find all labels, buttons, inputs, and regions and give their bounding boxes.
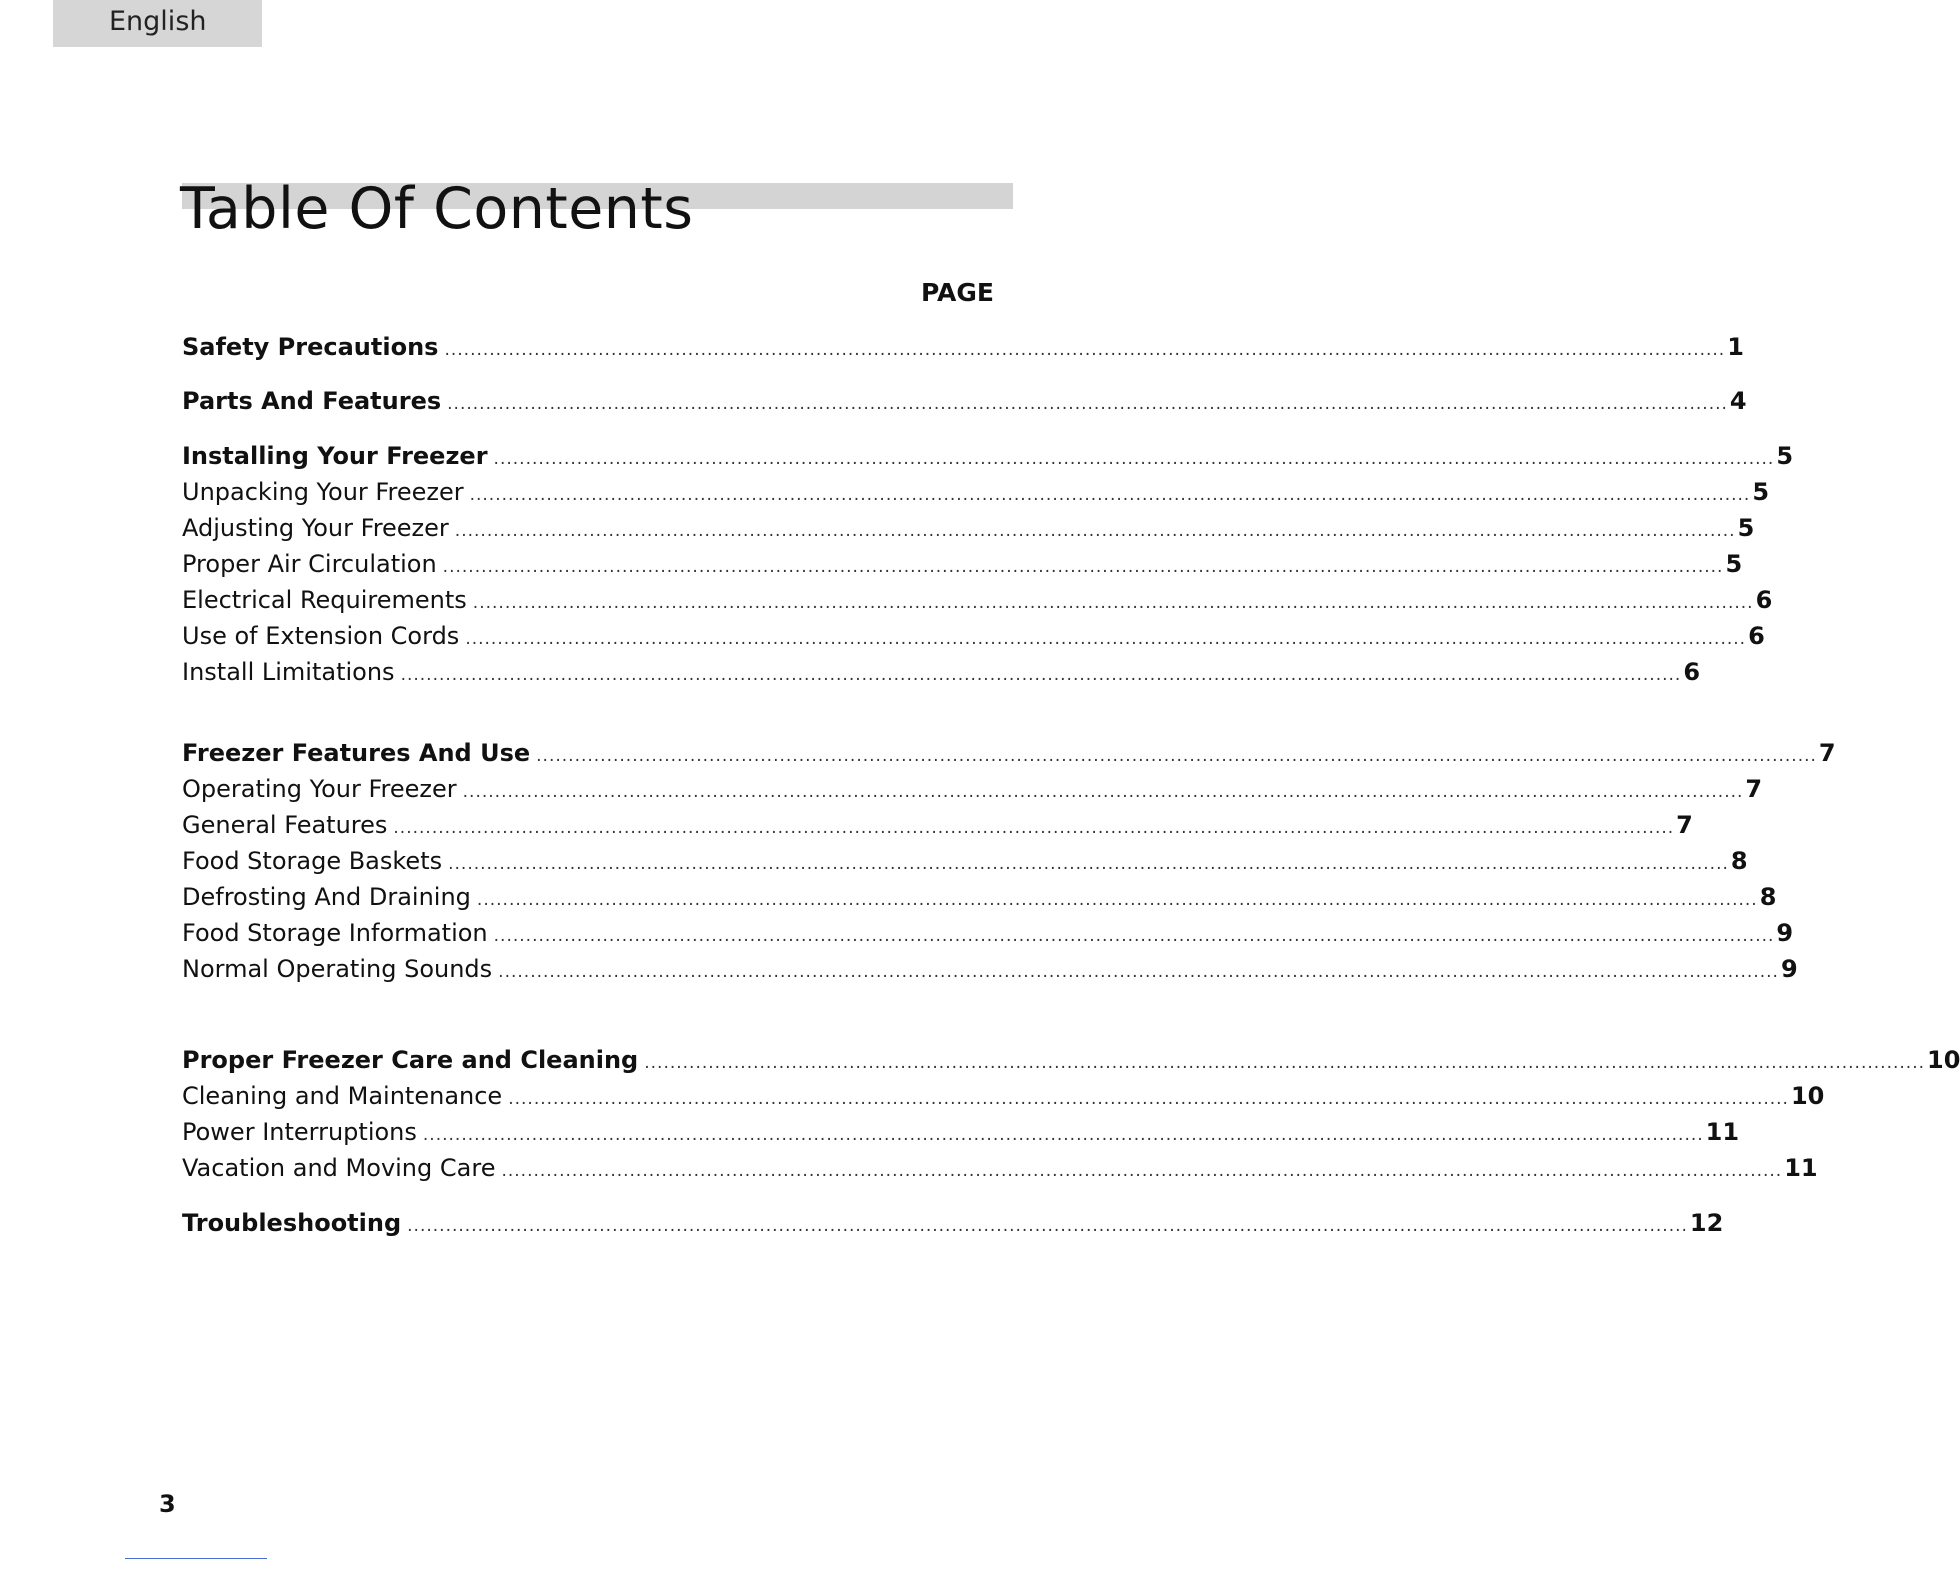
dot-leader: ........................................................................................................................................................................................................ — [442, 557, 1724, 577]
footer-rule — [125, 1558, 267, 1559]
toc-entry[interactable] — [182, 1118, 1740, 1150]
toc-entry-page: 9 — [1776, 919, 1794, 947]
toc-entry[interactable] — [182, 847, 1748, 879]
dot-leader: ........................................................................................................................................................................................................ — [465, 629, 1747, 649]
toc-entry-page: 7 — [1745, 775, 1763, 803]
toc-entry-page: 10 — [1927, 1046, 1960, 1074]
toc-entry-label: General Features — [182, 811, 388, 839]
dot-leader: ........................................................................................................................................................................................................ — [493, 449, 1775, 469]
toc-entry-label: Cleaning and Maintenance — [182, 1082, 503, 1110]
toc-entry[interactable] — [182, 883, 1777, 915]
dot-leader: ........................................................................................................................................................................................................ — [472, 593, 1754, 613]
dot-leader: ........................................................................................................................................................................................................ — [498, 962, 1779, 982]
page-title: Table Of Contents — [180, 176, 694, 242]
toc-entry-page: 8 — [1759, 883, 1777, 911]
dot-leader: ........................................................................................................................................................................................................ — [469, 485, 1751, 505]
toc-entry-page: 4 — [1729, 387, 1747, 415]
page-number: 3 — [159, 1490, 176, 1518]
toc-entry[interactable] — [182, 775, 1763, 807]
toc-entry[interactable] — [182, 739, 1836, 771]
dot-leader: ........................................................................................................................................................................................................ — [454, 521, 1736, 541]
toc-entry-page: 6 — [1755, 586, 1773, 614]
toc-entry[interactable] — [182, 514, 1755, 546]
toc-entry-label: Power Interruptions — [182, 1118, 417, 1146]
language-tab: English — [53, 0, 262, 47]
toc-entry-page: 11 — [1784, 1154, 1818, 1182]
toc-entry-label: Proper Freezer Care and Cleaning — [182, 1046, 639, 1074]
toc-entry-page: 5 — [1752, 478, 1770, 506]
dot-leader: ........................................................................................................................................................................................................ — [644, 1053, 1925, 1073]
toc-entry-page: 6 — [1683, 658, 1701, 686]
dot-leader: ........................................................................................................................................................................................................ — [501, 1161, 1783, 1181]
page-column-label: PAGE — [921, 278, 994, 307]
toc-entry-page: 6 — [1748, 622, 1765, 650]
toc-entry-page: 5 — [1737, 514, 1755, 542]
toc-entry-label: Use of Extension Cords — [182, 622, 460, 650]
toc-entry-page: 10 — [1790, 1082, 1825, 1110]
toc-entry-label: Normal Operating Sounds — [182, 955, 493, 983]
dot-leader: ........................................................................................................................................................................................................ — [476, 890, 1758, 910]
toc-entry[interactable] — [182, 658, 1701, 690]
toc-entry[interactable] — [182, 919, 1794, 951]
toc-entry-page: 5 — [1776, 442, 1794, 470]
toc-entry-label: Unpacking Your Freezer — [182, 478, 464, 506]
toc-entry[interactable] — [182, 811, 1693, 843]
dot-leader: ........................................................................................................................................................................................................ — [400, 665, 1682, 685]
toc-entry-label: Adjusting Your Freezer — [182, 514, 449, 542]
dot-leader: ........................................................................................................................................................................................................ — [447, 394, 1728, 414]
toc-entry-label: Freezer Features And Use — [182, 739, 531, 767]
toc-entry-label: Proper Air Circulation — [182, 550, 437, 578]
toc-entry[interactable] — [182, 955, 1798, 987]
toc-entry-label: Safety Precautions — [182, 333, 439, 361]
toc-entry[interactable] — [182, 442, 1794, 474]
toc-entry-label: Parts And Features — [182, 387, 442, 415]
dot-leader: ........................................................................................................................................................................................................ — [393, 818, 1675, 838]
toc-entry-label: Operating Your Freezer — [182, 775, 457, 803]
dot-leader: ........................................................................................................................................................................................................ — [407, 1216, 1688, 1236]
toc-entry-page: 12 — [1689, 1209, 1724, 1237]
toc-entry[interactable] — [182, 1046, 1960, 1078]
toc-entry-page: 5 — [1725, 550, 1743, 578]
toc-entry-page: 1 — [1727, 333, 1744, 361]
toc-entry[interactable] — [182, 1209, 1724, 1241]
toc-entry[interactable] — [182, 550, 1743, 582]
toc-entry-label: Electrical Requirements — [182, 586, 467, 614]
toc-entry-label: Food Storage Baskets — [182, 847, 443, 875]
toc-entry-label: Installing Your Freezer — [182, 442, 488, 470]
toc-entry[interactable] — [182, 333, 1744, 365]
toc-entry-page: 7 — [1676, 811, 1693, 839]
dot-leader: ........................................................................................................................................................................................................ — [422, 1125, 1704, 1145]
toc-entry[interactable] — [182, 1082, 1825, 1114]
toc-entry[interactable] — [182, 478, 1770, 510]
toc-entry-page: 8 — [1730, 847, 1748, 875]
dot-leader: ........................................................................................................................................................................................................ — [493, 926, 1775, 946]
toc-entry-label: Install Limitations — [182, 658, 395, 686]
toc-entry-label: Defrosting And Draining — [182, 883, 471, 911]
toc-entry[interactable] — [182, 1154, 1818, 1186]
toc-entry-label: Troubleshooting — [182, 1209, 402, 1237]
toc-entry-page: 7 — [1818, 739, 1836, 767]
toc-entry-label: Food Storage Information — [182, 919, 488, 947]
dot-leader: ........................................................................................................................................................................................................ — [508, 1089, 1789, 1109]
dot-leader: ........................................................................................................................................................................................................ — [462, 782, 1744, 802]
toc-entry-page: 11 — [1705, 1118, 1740, 1146]
toc-entry[interactable] — [182, 622, 1765, 654]
toc-entry-label: Vacation and Moving Care — [182, 1154, 496, 1182]
dot-leader: ........................................................................................................................................................................................................ — [444, 340, 1726, 360]
dot-leader: ........................................................................................................................................................................................................ — [448, 854, 1729, 874]
toc-entry-page: 9 — [1780, 955, 1798, 983]
dot-leader: ........................................................................................................................................................................................................ — [536, 746, 1817, 766]
toc-entry[interactable] — [182, 586, 1773, 618]
toc-entry[interactable] — [182, 387, 1747, 419]
